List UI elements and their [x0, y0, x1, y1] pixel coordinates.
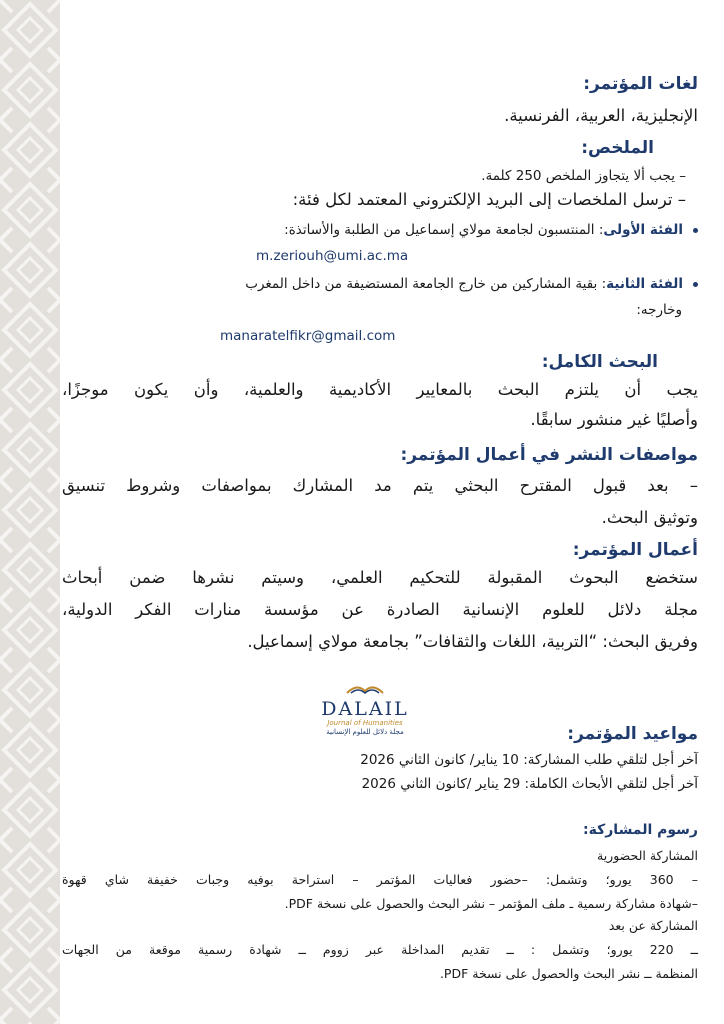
deadline-full-paper: آخر أجل لتلقي الأبحاث الكاملة: 29 يناير /كانون الثاني 2026	[361, 776, 698, 792]
document-body	[62, 0, 698, 1024]
category-one	[284, 222, 698, 238]
bullet-icon	[693, 228, 698, 233]
category-two-email-link[interactable]: manaratelfikr@gmail.com	[220, 328, 396, 344]
remote-fee-line-2: المنظمة ــ نشر البحث والحصول على نسخة PDF.	[439, 966, 698, 981]
logo-subtitle: Journal of Humanities	[327, 719, 403, 727]
deadline-application: آخر أجل لتلقي طلب المشاركة: 10 يناير/ كانون الثاني 2026	[360, 752, 698, 768]
category-two-label: الفئة الثانية	[606, 276, 683, 292]
proceedings-line-2: مجلة دلائل للعلوم الإنسانية الصادرة عن مؤسسة منارات الفكر الدولية،	[62, 600, 698, 619]
category-one-email-link[interactable]: m.zeriouh@umi.ac.ma	[256, 248, 409, 264]
publication-specs-heading: مواصفات النشر في أعمال المؤتمر:	[400, 445, 698, 465]
category-two	[245, 276, 698, 292]
full-paper-line-1: يجب أن يلتزم البحث بالمعايير الأكاديمية والعلمية، وأن يكون موجزًا،	[62, 380, 698, 399]
decorative-border-pattern	[0, 0, 60, 1024]
category-two-text-continued: وخارجه:	[636, 302, 682, 318]
abstract-submission-note: – ترسل الملخصات إلى البريد الإلكتروني المعتمد لكل فئة:	[292, 190, 686, 209]
fees-heading: رسوم المشاركة:	[583, 822, 698, 838]
bullet-icon	[693, 282, 698, 287]
proceedings-line-1: ستخضع البحوث المقبولة للتحكيم العلمي، وسيتم نشرها ضمن أبحاث	[62, 568, 698, 587]
full-paper-line-2: وأصليًا غير منشور سابقًا.	[530, 410, 698, 429]
proceedings-heading: أعمال المؤتمر:	[572, 540, 698, 560]
languages-heading: لغات المؤتمر:	[583, 74, 698, 94]
remote-title: المشاركة عن بعد	[608, 918, 698, 933]
publication-specs-line-1: – بعد قبول المقترح البحثي يتم مد المشارك بمواصفات وشروط تنسيق	[62, 476, 698, 495]
category-one-label: الفئة الأولى	[603, 222, 683, 238]
abstract-heading: الملخص:	[581, 138, 654, 158]
category-one-text: : المنتسبون لجامعة مولاي إسماعيل من الطلبة والأساتذة:	[284, 222, 604, 238]
languages-text: الإنجليزية، العربية، الفرنسية.	[504, 106, 698, 125]
in-person-title: المشاركة الحضورية	[597, 848, 698, 863]
dalail-journal-logo	[295, 680, 435, 736]
dates-heading: مواعيد المؤتمر:	[567, 724, 698, 744]
in-person-fee-line-1: – 360 يورو؛ وتشمل: –حضور فعاليات المؤتمر – استراحة بوفيه وجبات خفيفة شاي قهوة	[62, 872, 698, 887]
remote-fee-line-1: ــ 220 يورو؛ وتشمل : ــ تقديم المداخلة عبر زووم ــ شهادة رسمية موقعة من الجهات	[62, 942, 698, 957]
in-person-fee-line-2: –شهادة مشاركة رسمية ـ ملف المؤتمر – نشر البحث والحصول على نسخة PDF.	[284, 896, 698, 911]
proceedings-line-3: وفريق البحث: “التربية، اللغات والثقافات” بجامعة مولاي إسماعيل.	[247, 632, 698, 651]
logo-name: DALAIL	[321, 698, 409, 720]
category-two-text: : بقية المشاركين من خارج الجامعة المستضيفة من داخل المغرب	[245, 276, 607, 292]
abstract-word-limit: – يجب ألا يتجاوز الملخص 250 كلمة.	[481, 168, 686, 184]
full-paper-heading: البحث الكامل:	[541, 352, 658, 372]
logo-arabic: مجلة دلائل للعلوم الإنسانية	[326, 728, 404, 736]
book-icon	[345, 681, 385, 695]
publication-specs-line-2: وتوثيق البحث.	[601, 508, 698, 527]
